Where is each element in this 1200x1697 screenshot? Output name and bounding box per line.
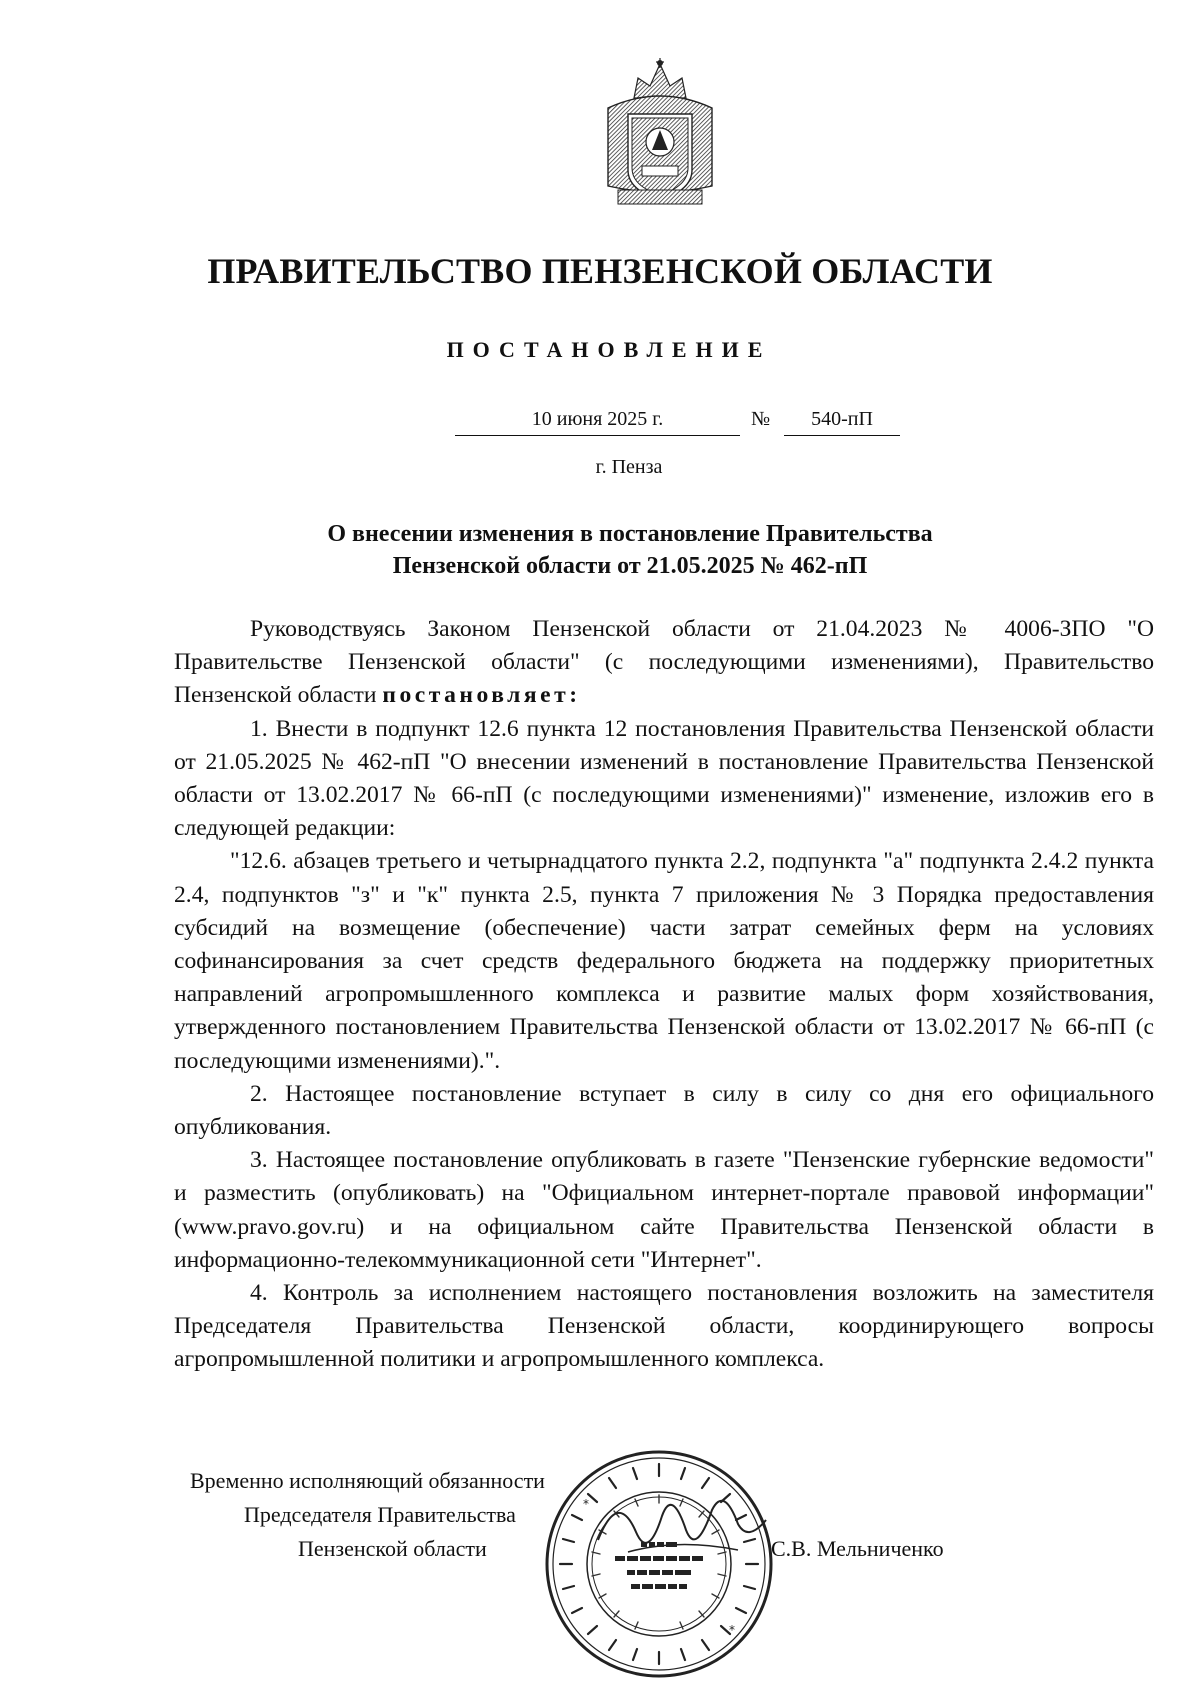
item-3: 3. Настоящее постановление опубликовать в газете "Пензенские губернские ведомости" и разместить (опубликовать) на "Официальном интернет-портале правовой информации" (www.pravo.gov.ru) и на официальном сайте Правительства Пензенской области в информационно-телекоммуникационной сети "Интернет". bbox=[174, 1147, 1154, 1273]
item-2: 2. Настоящее постановление вступает в силу в силу со дня его официального опубликования. bbox=[174, 1080, 1154, 1141]
resolves-word: постановляет: bbox=[382, 682, 581, 709]
city: г. Пенза bbox=[595, 456, 663, 478]
svg-text:*: * bbox=[583, 1497, 589, 1511]
subject-line-1: О внесении изменения в постановление Правительства bbox=[327, 521, 933, 547]
item-1: 1. Внести в подпункт 12.6 пункта 12 постановления Правительства Пензенской области от 21.05.2025 № 462-пП "О внесении изменений в постановление Правительства Пензенской области от 13.02.2017 № 66-пП (с последующими изменениями)" изменение, изложив его в следующей редакции: bbox=[174, 715, 1154, 842]
svg-text:*: * bbox=[729, 1623, 735, 1637]
document-body bbox=[174, 613, 1154, 1377]
document-number: 540-пП bbox=[784, 408, 900, 436]
item-1-quote: "12.6. абзацев третьего и четырнадцатого пункта 2.2, подпункта "а" подпункта 2.4.2 пункта 2.4, подпунктов "з" и "к" пункта 2.5, пункта 7 приложения № 3 Порядка предоставления субсидий на возмещение (обеспечение) части затрат семейных ферм на условиях софинансирования за счет средств федерального бюджета на поддержку приоритетных направлений агропромышленного комплекса и развитие малых форм хозяйствования, утвержденного постановлением Правительства Пензенской области от 13.02.2017 № 66-пП (с последующими изменениями).". bbox=[174, 848, 1154, 1074]
item-4: 4. Контроль за исполнением настоящего постановления возложить на заместителя Председателя Правительства Пензенской области, координирующего вопросы агропромышленной политики и агропромышленного комплекса. bbox=[174, 1280, 1154, 1373]
number-sign: № bbox=[751, 408, 771, 430]
signature-mark-icon bbox=[588, 1480, 778, 1570]
subject-line-2: Пензенской области от 21.05.2025 № 462-пП bbox=[392, 553, 868, 579]
signatory-title-line-3: Пензенской области bbox=[298, 1536, 487, 1561]
organization-title: ПРАВИТЕЛЬСТВО ПЕНЗЕНСКОЙ ОБЛАСТИ bbox=[207, 251, 993, 291]
date-number-line bbox=[0, 408, 1200, 444]
signatory-name: С.В. Мельниченко bbox=[771, 1536, 944, 1561]
coat-of-arms-icon bbox=[600, 58, 720, 214]
document-subject bbox=[150, 518, 1110, 582]
document-date: 10 июня 2025 г. bbox=[455, 408, 740, 436]
signatory-title-line-1: Временно исполняющий обязанности bbox=[190, 1468, 545, 1493]
signatory-title-line-2: Председателя Правительства bbox=[244, 1502, 516, 1527]
preamble-text: Руководствуясь Законом Пензенской области от 21.04.2023 № 4006-ЗПО "О Правительстве Пензенской области" (с последующими изменениями), Правительство Пензенской области bbox=[174, 616, 1154, 709]
preamble-paragraph bbox=[174, 613, 1154, 713]
document-type: ПОСТАНОВЛЕНИЕ bbox=[446, 337, 772, 362]
